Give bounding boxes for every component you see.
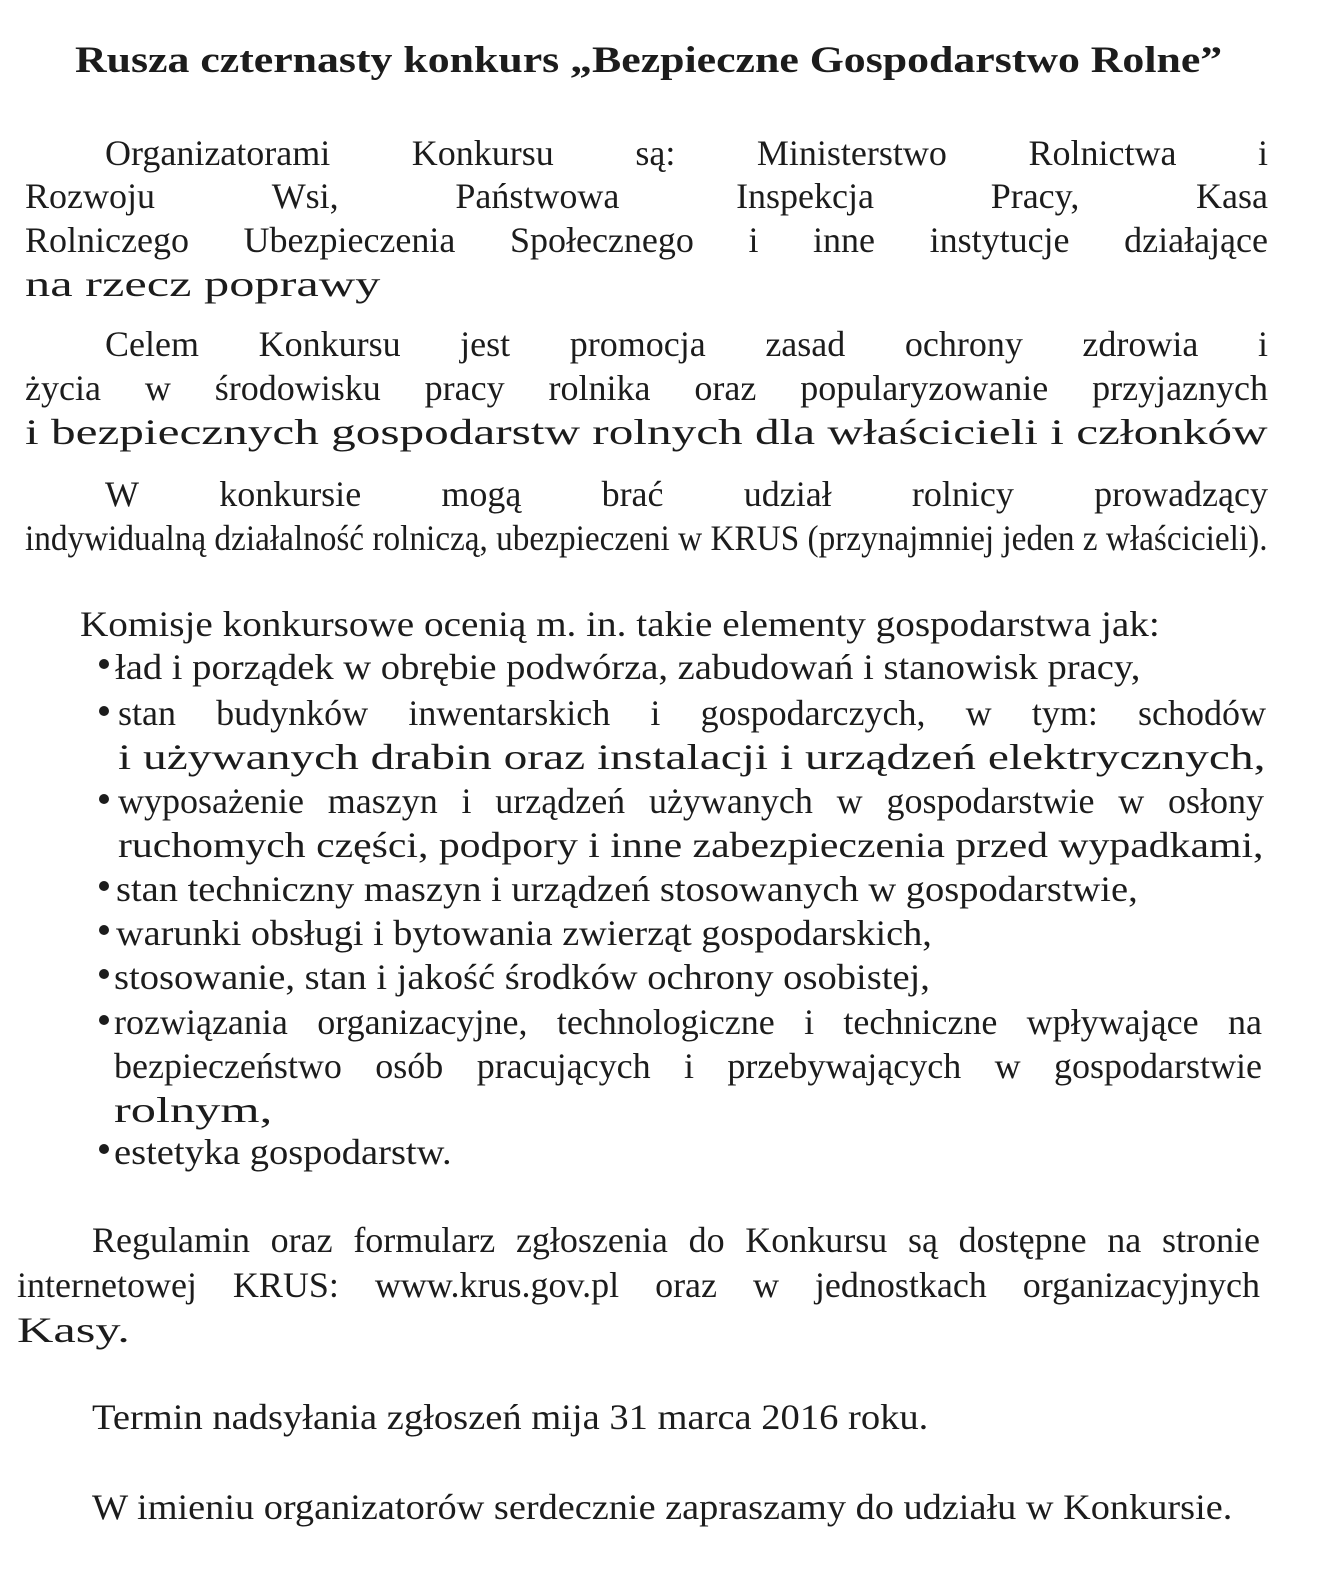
paragraph-organizers-line: na rzecz poprawy [25,264,381,304]
criteria-item-line: warunki obsługi i bytowania zwierząt gospodarskich, [116,913,932,953]
bullet-icon [99,1144,109,1154]
bullet-icon [99,881,109,891]
bullet-icon [99,794,109,804]
criteria-item-line: i używanych drabin oraz instalacji i urządzeń elektrycznych, [118,737,1266,777]
bullet-icon [99,706,109,716]
paragraph-eligibility-line: W konkursie mogą brać udział rolnicy prowadzący [105,474,1268,514]
criteria-item-line: wyposażenie maszyn i urządzeń używanych w gospodarstwie w osłony [118,781,1264,821]
paragraph-purpose-line: Celem Konkursu jest promocja zasad ochrony zdrowia i [105,324,1268,364]
paragraph-organizers-line: Rolniczego Ubezpieczenia Społecznego i inne instytucje działające [25,220,1268,260]
criteria-item-line: rolnym, [114,1090,273,1130]
paragraph-purpose-line: życia w środowisku pracy rolnika oraz popularyzowanie przyjaznych [25,368,1268,408]
paragraph-organizers-line: Rozwoju Wsi, Państwowa Inspekcja Pracy, Kasa [25,176,1268,216]
criteria-intro-line: Komisje konkursowe ocenią m. in. takie elementy gospodarstwa jak: [80,604,1160,644]
bullet-icon [99,969,109,979]
paragraph-eligibility-line: indywidualną działalność rolniczą, ubezpieczeni w KRUS (przynajmniej jeden z właścicieli). [25,518,1268,558]
criteria-item-line: stosowanie, stan i jakość środków ochrony osobistej, [114,957,930,997]
paragraph-regulations-line: internetowej KRUS: www.krus.gov.pl oraz w jednostkach organizacyjnych [17,1265,1260,1305]
paragraph-organizers-line: Organizatorami Konkursu są: Ministerstwo Rolnictwa i [105,133,1268,173]
bullet-icon [99,1015,109,1025]
bullet-icon [99,659,109,669]
paragraph-regulations-line: Kasy. [17,1310,130,1350]
bullet-icon [99,925,109,935]
criteria-item-line: ład i porządek w obrębie podwórza, zabudowań i stanowisk pracy, [115,647,1141,687]
paragraph-regulations-line: Regulamin oraz formularz zgłoszenia do Konkursu są dostępne na stronie [92,1220,1260,1260]
document-title-line: Rusza czternasty konkurs „Bezpieczne Gospodarstwo Rolne” [75,40,1223,81]
criteria-item-line: stan budynków inwentarskich i gospodarczych, w tym: schodów [118,693,1266,733]
criteria-item-line: bezpieczeństwo osób pracujących i przebywających w gospodarstwie [114,1046,1262,1086]
criteria-item-line: ruchomych części, podpory i inne zabezpieczenia przed wypadkami, [118,825,1264,865]
criteria-item-line: stan techniczny maszyn i urządzeń stosowanych w gospodarstwie, [116,869,1138,909]
paragraph-deadline-line: Termin nadsyłania zgłoszeń mija 31 marca 2016 roku. [92,1397,929,1437]
criteria-item-line: rozwiązania organizacyjne, technologiczne i techniczne wpływające na [114,1002,1262,1042]
paragraph-purpose-line: i bezpiecznych gospodarstw rolnych dla właścicieli i członków [25,412,1268,452]
criteria-item-line: estetyka gospodarstw. [114,1132,452,1172]
paragraph-invitation-line: W imieniu organizatorów serdecznie zapraszamy do udziału w Konkursie. [92,1487,1233,1527]
